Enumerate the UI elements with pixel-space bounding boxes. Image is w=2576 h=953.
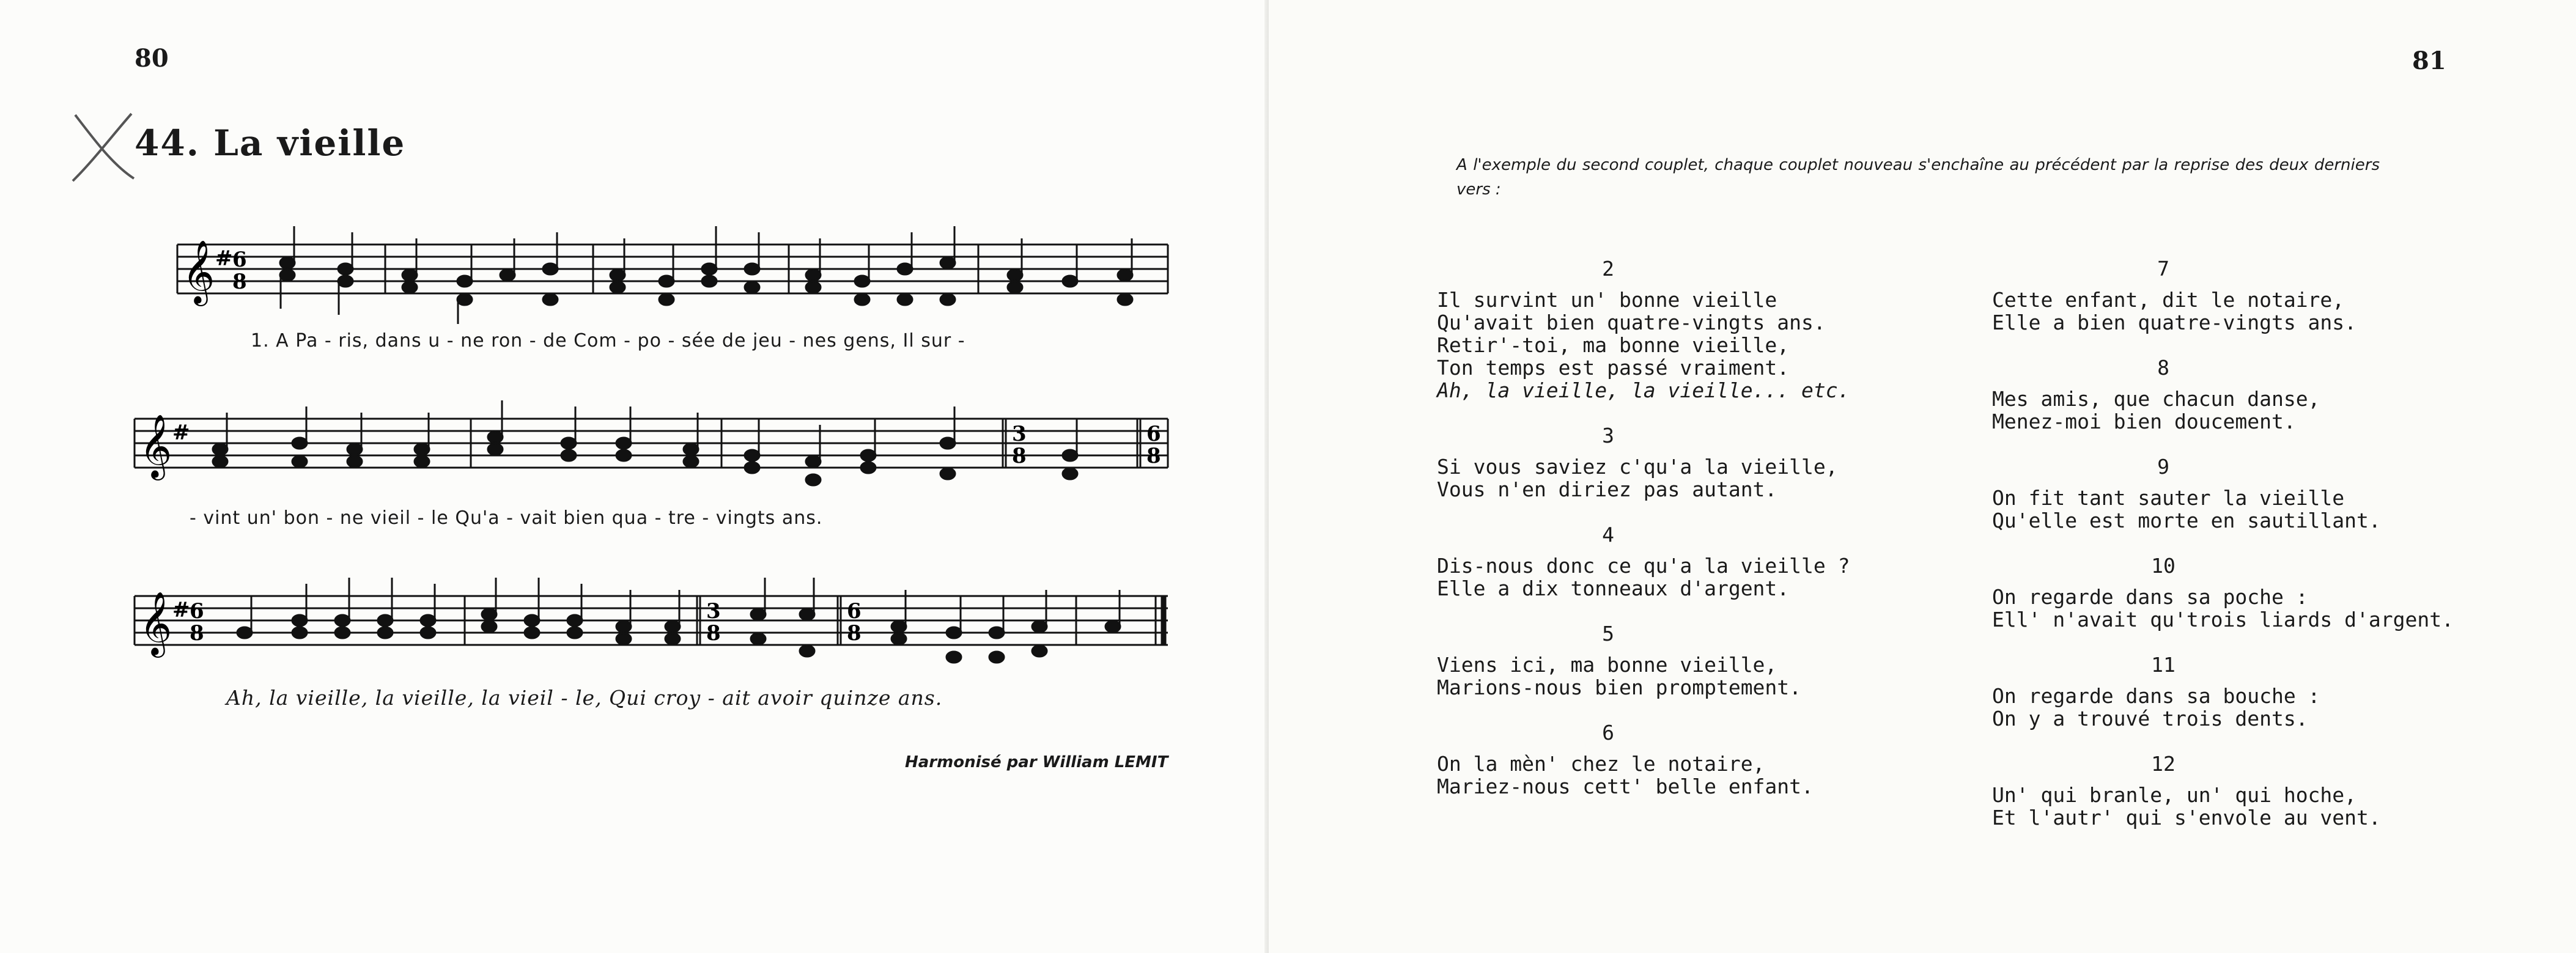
verse-line: Mariez-nous cett' belle enfant. <box>1437 775 1814 798</box>
lyrics-line-2: - vint un' bon - ne vieil - le Qu'a - vait bien qua - tre - vingts ans. <box>190 507 823 529</box>
svg-text:#: # <box>172 421 190 445</box>
music-staff-2 <box>135 400 1168 498</box>
page-number-right: 81 <box>2412 46 2446 75</box>
verse-line: Marions-nous bien promptement. <box>1437 675 1802 699</box>
music-staff-3 <box>135 578 1168 675</box>
verse-12 <box>1992 752 2542 829</box>
verse-line: Ton temps est passé vraiment. <box>1437 356 1790 380</box>
verse-line: On fit tant sauter la vieille <box>1992 486 2345 510</box>
svg-text:6: 6 <box>232 248 247 272</box>
verse-4 <box>1437 523 1987 600</box>
verse-line: Il survint un' bonne vieille <box>1437 288 1777 312</box>
svg-text:#: # <box>215 246 233 271</box>
verse-2 <box>1437 257 1987 402</box>
verses-column-right <box>1992 257 2542 851</box>
svg-text:8: 8 <box>232 270 247 294</box>
svg-text:3: 3 <box>706 599 721 624</box>
svg-text:8: 8 <box>847 621 862 646</box>
verse-number: 10 <box>2151 554 2176 578</box>
svg-text:𝄞: 𝄞 <box>182 240 215 304</box>
verse-line: Mes amis, que chacun danse, <box>1992 387 2320 411</box>
verse-number: 12 <box>2151 752 2176 776</box>
svg-text:#: # <box>172 598 190 622</box>
svg-text:8: 8 <box>706 621 721 646</box>
verse-line: On regarde dans sa poche : <box>1992 585 2308 609</box>
verse-line: On la mèn' chez le notaire, <box>1437 752 1765 776</box>
verse-number: 6 <box>1602 721 1614 745</box>
verse-line: Cette enfant, dit le notaire, <box>1992 288 2345 312</box>
svg-text:𝄞: 𝄞 <box>139 414 172 478</box>
verse-number: 5 <box>1602 622 1614 646</box>
left-page <box>0 0 1269 953</box>
verse-number: 9 <box>2157 455 2169 479</box>
verses-column-left <box>1437 257 1987 820</box>
svg-text:3: 3 <box>1012 422 1027 446</box>
verse-6 <box>1437 721 1987 798</box>
verse-line: On regarde dans sa bouche : <box>1992 684 2320 708</box>
verse-8 <box>1992 356 2542 433</box>
verse-number: 2 <box>1602 257 1614 281</box>
verse-5 <box>1437 622 1987 699</box>
song-title: 44. La vieille <box>135 122 406 164</box>
verse-line: Elle a dix tonneaux d'argent. <box>1437 576 1790 600</box>
verse-line: Qu'elle est morte en sautillant. <box>1992 509 2381 532</box>
verse-7 <box>1992 257 2542 334</box>
svg-text:6: 6 <box>1146 422 1161 446</box>
verse-11 <box>1992 653 2542 730</box>
verse-line: Menez-moi bien doucement. <box>1992 410 2296 433</box>
verse-line: Dis-nous donc ce qu'a la vieille ? <box>1437 554 1850 578</box>
page-number-left: 80 <box>135 44 169 73</box>
verse-line: Vous n'en diriez pas autant. <box>1437 477 1777 501</box>
music-staff-1 <box>177 226 1168 324</box>
lyrics-line-1: 1. A Pa - ris, dans u - ne ron - de Com - po - sée de jeu - nes gens, Il sur - <box>251 330 965 351</box>
verse-9 <box>1992 455 2542 532</box>
verse-instructions: A l'exemple du second couplet, chaque couplet nouveau s'enchaîne au précédent par la reprise des deux derniers vers : <box>1456 156 2380 199</box>
verse-number: 3 <box>1602 424 1614 447</box>
verse-line: Un' qui branle, un' qui hoche, <box>1992 783 2357 807</box>
verse-3 <box>1437 424 1987 501</box>
verse-line: Si vous saviez c'qu'a la vieille, <box>1437 455 1838 479</box>
verse-10 <box>1992 554 2542 631</box>
verse-line: Et l'autr' qui s'envole au vent. <box>1992 806 2381 830</box>
verse-number: 8 <box>2157 356 2169 380</box>
verse-line: Retir'-toi, ma bonne vieille, <box>1437 333 1790 357</box>
svg-text:8: 8 <box>1146 444 1161 468</box>
verse-number: 11 <box>2151 653 2176 677</box>
svg-text:𝄞: 𝄞 <box>139 591 172 655</box>
verse-number: 7 <box>2157 257 2169 281</box>
lyrics-line-3: Ah, la vieille, la vieille, la vieil - le, Qui croy - ait avoir quinze ans. <box>226 686 943 710</box>
svg-text:6: 6 <box>190 599 204 624</box>
verse-line: On y a trouvé trois dents. <box>1992 707 2308 730</box>
svg-text:8: 8 <box>1012 444 1027 468</box>
verse-line: Qu'avait bien quatre-vingts ans. <box>1437 311 1826 334</box>
svg-text:6: 6 <box>847 599 862 624</box>
svg-text:8: 8 <box>190 621 204 646</box>
verse-line: Elle a bien quatre-vingts ans. <box>1992 311 2357 334</box>
pencil-x-mark <box>70 110 138 183</box>
verse-line: Viens ici, ma bonne vieille, <box>1437 653 1777 677</box>
harmonization-credit: Harmonisé par William LEMIT <box>905 753 1168 771</box>
verse-line: Ell' n'avait qu'trois liards d'argent. <box>1992 608 2454 631</box>
verse-line: Ah, la vieille, la vieille... etc. <box>1437 378 1850 402</box>
verse-number: 4 <box>1602 523 1614 546</box>
